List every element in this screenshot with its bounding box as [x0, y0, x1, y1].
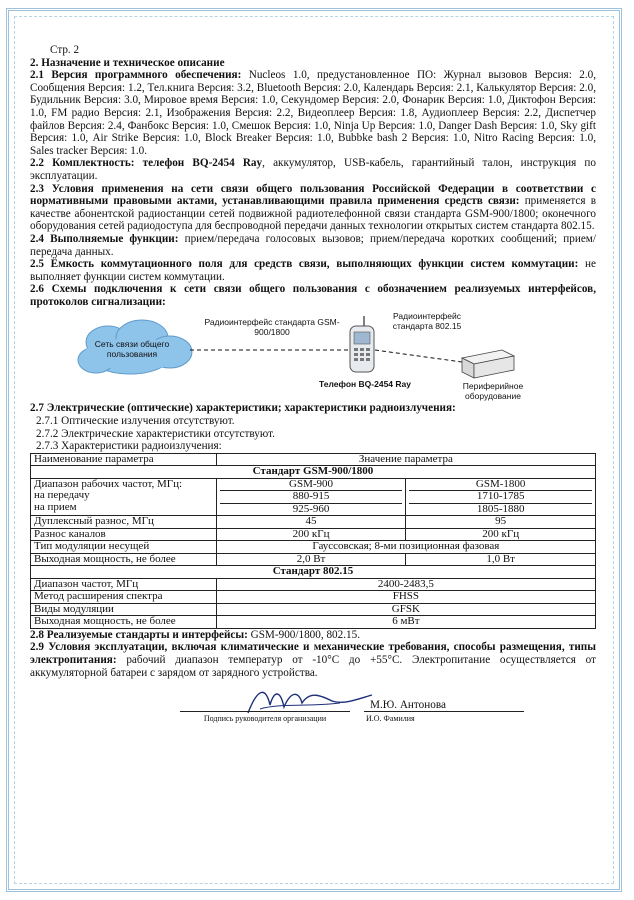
- table-cell: Диапазон частот, МГц: [31, 578, 217, 591]
- signature-caption: Подпись руководителя организации: [203, 714, 327, 724]
- section-2-7: 2.7 Электрические (оптические) характеристики; характеристики радиоизлучения:: [30, 402, 456, 415]
- table-cell: Дуплексный разнос, МГц: [31, 516, 217, 529]
- document-page: [30, 44, 596, 723]
- table-row: [31, 516, 596, 529]
- table-cell: 200 кГц: [406, 528, 596, 541]
- table-cell: 45: [216, 516, 406, 529]
- table-cell: Выходная мощность, не более: [31, 616, 217, 629]
- table-row: [31, 553, 596, 566]
- table-cell: Выходная мощность, не более: [31, 553, 217, 566]
- name-line: [364, 711, 524, 712]
- bt-section-title: Стандарт 802.15: [31, 566, 596, 579]
- freq-gsm900-cell: GSM-900 880-915 925-960: [216, 478, 406, 516]
- table-header: Наименование параметра: [31, 453, 217, 466]
- table-cell: GFSK: [216, 603, 595, 616]
- table-row: [31, 566, 596, 579]
- peripheral-device-icon: [462, 350, 514, 378]
- section-2-1: 2.1 Версия программного обеспечения: Nucleos 1.0, предустановленное ПО: Журнал вызовов Версия: 2.0, Сообщения Версия: 1.2, Тел.книга Версия: 3.2, Bluetooth Версия: 2.0, Календарь Версия: 2.1, Калькулятор Версия: 2.0, Будильник Версия: 3.0, Мировое время Версия: 1.0, Секундомер Версия: 2.0, Фонарик Версия: 1.0, Диктофон Версия: 1.0, FM радио Версия: 2.1, Изображения Версия: 2.2, Видеоплеер Версия: 1.8, Аудиоплеер Версия: 2.2, Диспетчер файлов Версия: 2.4, Фанбокс Версия: 1.0, Смешок Версия: 1.0, Ninja Up Версия: 1.0, Danger Dash Версия: 1.0, Sky gift Версия: 1.0, Air Strike Версия: 1.0, Block Breaker Версия: 1.0, Bubbke bash 2 Версия: 1.0, Nitro Racing Версия: 1.0, Sales tracker Версия: 1.0.: [30, 69, 597, 157]
- section-2-8: 2.8 Реализуемые стандарты и интерфейсы: GSM-900/1800, 802.15.: [30, 628, 361, 641]
- table-cell: 6 мВт: [216, 616, 595, 629]
- table-row: [31, 591, 596, 604]
- table-cell: Разнос каналов: [31, 528, 217, 541]
- table-cell: Гауссовская; 8-ми позиционная фазовая: [216, 541, 595, 554]
- table-row: [31, 528, 596, 541]
- phone-label: Телефон BQ-2454 Ray: [319, 379, 411, 390]
- bt-link-line: [375, 350, 462, 362]
- section-2-9: 2.9 Условия эксплуатации, включая климатические и механические требования, способы размещения, типы электропитания: рабочий диапазон температур от -10°С до +55°С. Электропитание осуществляется от аккумуляторной батареи с зарядом от зарядного устройства.: [30, 641, 596, 679]
- freq-label-cell: Диапазон рабочих частот, МГц: на передачу на прием: [31, 478, 217, 516]
- table-cell: Метод расширения спектра: [31, 591, 217, 604]
- section-2-7-3: 2.7.3 Характеристики радиоизлучения:: [36, 440, 222, 453]
- table-row: [31, 603, 596, 616]
- section-title: 2. Назначение и техническое описание: [30, 56, 225, 69]
- table-row: [31, 541, 596, 554]
- signer-name: М.Ю. Антонова: [370, 699, 446, 712]
- table-row: [31, 578, 596, 591]
- table-cell: Виды модуляции: [31, 603, 217, 616]
- table-cell: 200 кГц: [216, 528, 406, 541]
- table-header: Значение параметра: [216, 453, 595, 466]
- section-2-7-1: 2.7.1 Оптические излучения отсутствуют.: [36, 415, 235, 428]
- phone-icon: [350, 316, 374, 372]
- table-row: [31, 466, 596, 479]
- section-2-5: 2.5 Ёмкость коммутационного поля для средств связи, выполняющих функции систем коммутации: не выполняет функции систем коммутации.: [30, 258, 596, 283]
- bt-interface-label: Радиоинтерфейс стандарта 802.15: [392, 311, 462, 331]
- signature-block: [30, 683, 596, 723]
- table-cell: Тип модуляции несущей: [31, 541, 217, 554]
- signature-line: [180, 711, 350, 712]
- cloud-label: Сеть связи общего пользования: [94, 339, 170, 359]
- freq-gsm1800-cell: GSM-1800 1710-1785 1805-1880: [406, 478, 596, 516]
- table-cell: 2400-2483,5: [216, 578, 595, 591]
- table-row: [31, 616, 596, 629]
- table-row: [31, 478, 596, 516]
- section-2-3: 2.3 Условия применения на сети связи общего пользования Российской Федерации в соответствии с нормативными правовыми актами, устанавливающими правила применения средств связи: применяется в качестве абонентской радиостанции сетей подвижной радиотелефонной связи стандарта GSM-900/1800; оконечного оборудования сетей радиодоступа для беспроводной передачи данных технологии открытых систем стандарта 802.15.: [30, 182, 596, 233]
- page-number: Стр. 2: [50, 44, 80, 56]
- table-cell: 1,0 Вт: [406, 553, 596, 566]
- section-2-6: 2.6 Схемы подключения к сети связи общего пользования с обозначением реализуемых интерфейсов, протоколов сигнализации:: [30, 283, 596, 308]
- section-2-2: 2.2 Комплектность: телефон BQ-2454 Ray, аккумулятор, USB-кабель, гарантийный талон, инструкция по эксплуатации.: [30, 157, 596, 182]
- radio-characteristics-table: [30, 453, 596, 629]
- gsm-interface-label: Радиоинтерфейс стандарта GSM-900/1800: [204, 317, 340, 337]
- section-2-4: 2.4 Выполняемые функции: прием/передача голосовых вызовов; прием/передача коротких сообщений; прием/передача данных.: [30, 232, 596, 258]
- table-cell: FHSS: [216, 591, 595, 604]
- table-row: [31, 453, 596, 466]
- gsm-section-title: Стандарт GSM-900/1800: [31, 466, 596, 479]
- table-cell: 2,0 Вт: [216, 553, 406, 566]
- table-cell: 95: [406, 516, 596, 529]
- connection-diagram: [30, 310, 596, 400]
- device-label: Периферийное оборудование: [462, 381, 524, 401]
- section-2-7-2: 2.7.2 Электрические характеристики отсутствуют.: [36, 427, 275, 440]
- name-caption: И.О. Фамилия: [366, 714, 415, 724]
